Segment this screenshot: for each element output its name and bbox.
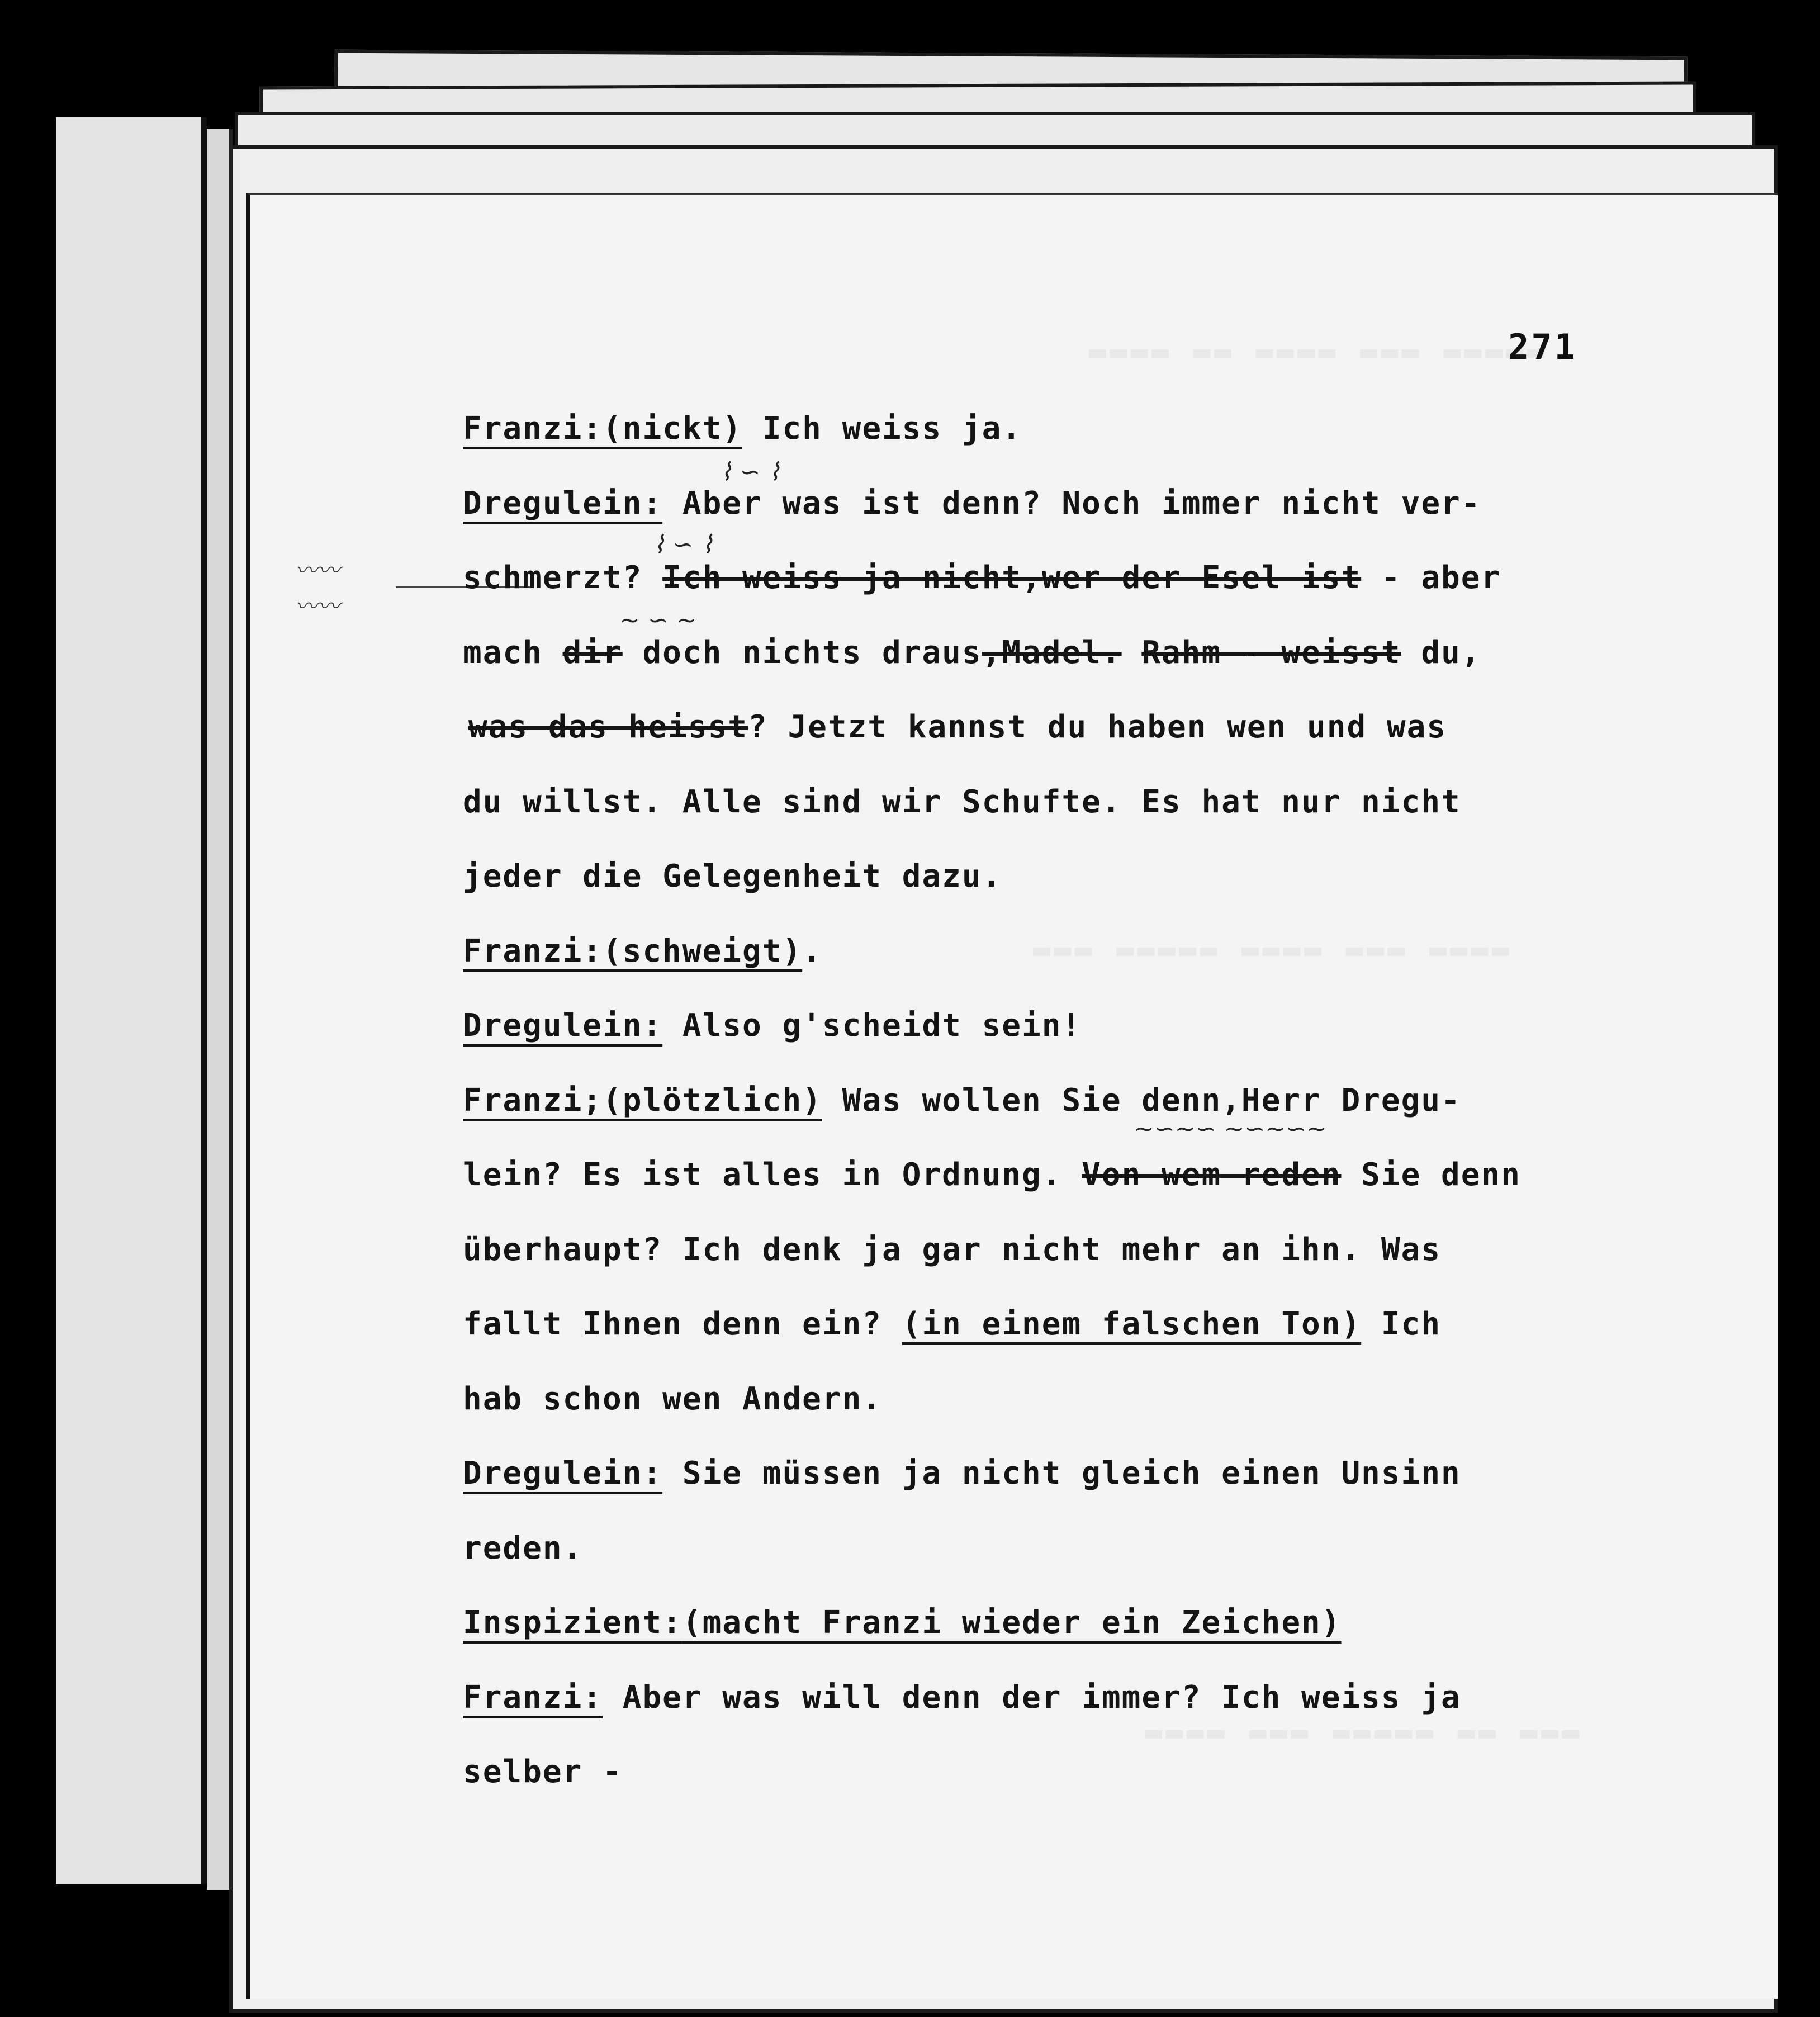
script-line xyxy=(463,1157,1521,1193)
dialogue-text: lein? Es ist alles in Ordnung. xyxy=(463,1157,1082,1193)
struck-text: Ich weiss ja nicht,wer der Esel ist xyxy=(662,560,1362,596)
dialogue-text: jeder die Gelegenheit dazu. xyxy=(463,858,1002,894)
dialogue-text: selber - xyxy=(463,1754,623,1790)
dialogue-text: ? Jetzt kannst du haben wen und was xyxy=(748,709,1447,745)
script-line xyxy=(463,635,1481,671)
script-line xyxy=(463,784,1461,820)
stage-direction: (in einem falschen Ton) xyxy=(902,1306,1362,1342)
speaker-name: Inspizient: xyxy=(463,1604,682,1641)
dialogue-text: Sie denn xyxy=(1341,1157,1521,1193)
struck-text: was das heisst xyxy=(468,709,748,745)
speaker-name: Franzi: xyxy=(463,410,603,447)
script-line xyxy=(463,1455,1461,1492)
dialogue-text: schmerzt? xyxy=(463,560,663,596)
script-line xyxy=(463,560,1501,596)
script-line xyxy=(463,858,1002,894)
margin-scribble: 〰〰 〰〰 xyxy=(295,558,340,619)
struck-text: ,Madel. xyxy=(982,634,1122,671)
script-line xyxy=(463,933,822,969)
typescript-page xyxy=(246,193,1778,1999)
dialogue-text: fallt Ihnen denn ein? xyxy=(463,1306,902,1342)
script-line xyxy=(463,1381,882,1417)
speaker-name: Franzi; xyxy=(463,1082,603,1119)
speaker-name: Dregulein: xyxy=(463,1007,663,1044)
script-line xyxy=(463,1082,1461,1119)
handwritten-insertion: ⌇ ∽ ⌇ xyxy=(720,458,780,486)
stage-direction: (schweigt) xyxy=(603,932,803,969)
script-line xyxy=(463,1306,1441,1342)
dialogue-text: mach xyxy=(463,634,563,671)
stage-direction: (nickt) xyxy=(603,410,743,447)
dialogue-text: doch nichts draus xyxy=(622,634,982,671)
show-through-text xyxy=(1089,335,1548,368)
dialogue-text: Sie müssen ja nicht gleich einen Unsinn xyxy=(662,1455,1461,1492)
struck-text: Von wem reden xyxy=(1082,1157,1342,1193)
dialogue-text: du, xyxy=(1401,634,1481,671)
dialogue-text xyxy=(1122,635,1142,671)
script-line xyxy=(463,1007,1082,1044)
speaker-name: Franzi: xyxy=(463,932,603,969)
show-through-text xyxy=(1145,1716,1582,1749)
binding-edge xyxy=(207,129,233,1890)
speaker-name: Dregulein: xyxy=(463,485,663,522)
stage-direction: (macht Franzi wieder ein Zeichen) xyxy=(682,1604,1342,1641)
script-line xyxy=(463,485,1481,522)
script-line xyxy=(463,1754,623,1790)
handwritten-insertion: ∼ ∽ ∼ xyxy=(619,606,697,635)
speaker-name: Franzi: xyxy=(463,1679,603,1716)
dialogue-text: Ich xyxy=(1361,1306,1442,1342)
struck-text: dir xyxy=(562,634,623,671)
dialogue-text: Ich weiss ja. xyxy=(742,410,1022,447)
dialogue-text: - aber xyxy=(1361,560,1501,596)
dialogue-text: Also g'scheidt sein! xyxy=(662,1007,1082,1044)
speaker-name: Dregulein: xyxy=(463,1455,663,1492)
dialogue-text: hab schon wen Andern. xyxy=(463,1380,883,1417)
script-line xyxy=(463,410,1022,447)
script-line xyxy=(468,709,1447,745)
struck-text: Rahm - weisst xyxy=(1141,634,1401,671)
dialogue-text: . xyxy=(802,932,822,969)
dialogue-text: reden. xyxy=(463,1530,583,1566)
handwritten-insertion: ∼∽∼∽ ∼∽∼∽∼ xyxy=(1134,1115,1327,1143)
dialogue-text: Was wollen Sie denn,Herr Dregu- xyxy=(822,1082,1461,1119)
page-number: 271 xyxy=(1508,326,1577,367)
script-line xyxy=(463,1679,1461,1716)
dialogue-text: du willst. Alle sind wir Schufte. Es hat nur nicht xyxy=(463,783,1461,820)
handwritten-insertion: ⌇ ∽ ⌇ xyxy=(653,531,713,559)
dialogue-text: Aber was ist denn? Noch immer nicht ver- xyxy=(662,485,1481,522)
dialogue-text: überhaupt? Ich denk ja gar nicht mehr an ihn. Was xyxy=(463,1231,1442,1268)
show-through-text xyxy=(1033,933,1513,967)
script-line xyxy=(463,1530,582,1566)
stage-direction: (plötzlich) xyxy=(603,1082,822,1119)
script-line xyxy=(463,1232,1441,1268)
binding-strip xyxy=(56,117,207,1884)
dialogue-text: Aber was will denn der immer? Ich weiss ja xyxy=(603,1679,1461,1716)
script-line xyxy=(463,1604,1341,1641)
